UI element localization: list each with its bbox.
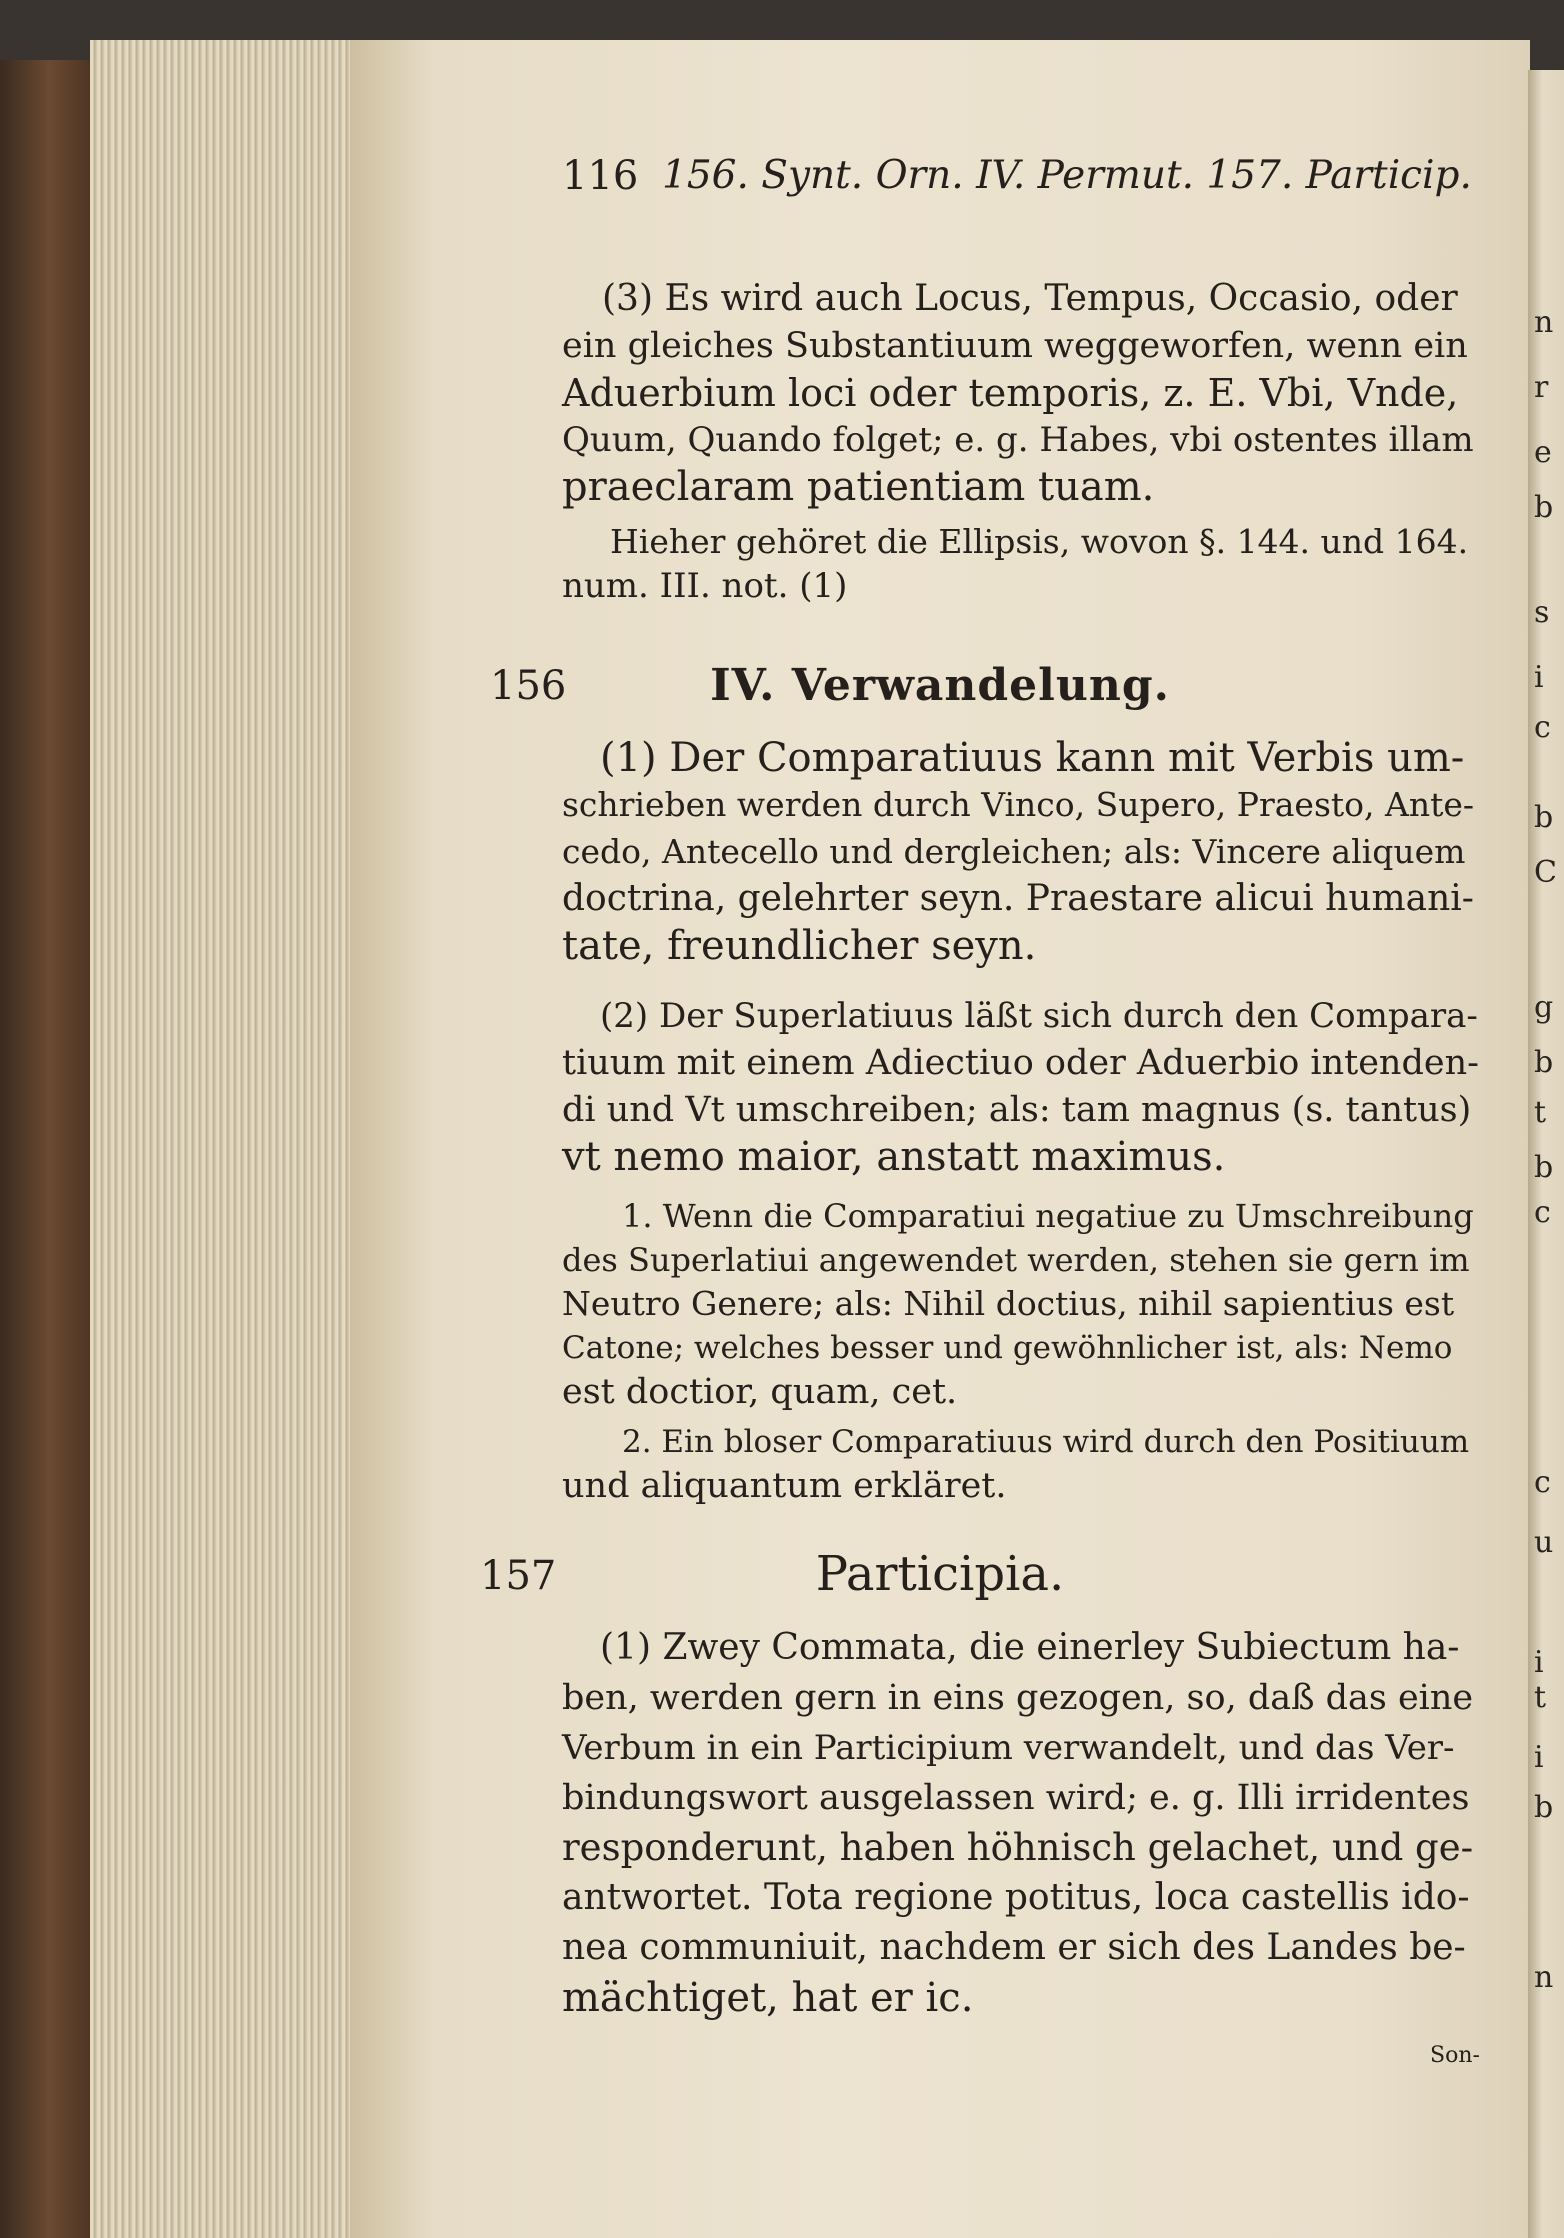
text-line: Quum, Quando folget; e. g. Habes, vbi ostentes illam xyxy=(562,420,1474,460)
text-line: mächtiget, hat er ic. xyxy=(562,1975,974,2021)
fragment: b xyxy=(1534,1790,1554,1825)
note-line: des Superlatiui angewendet werden, stehen sie gern im xyxy=(562,1241,1470,1279)
fragment: b xyxy=(1534,800,1554,835)
text-line: (1) Zwey Commata, die einerley Subiectum ha- xyxy=(600,1627,1460,1668)
margin-section-number: 157 xyxy=(480,1553,557,1599)
fragment: c xyxy=(1534,710,1551,745)
text-line: responderunt, haben höhnisch gelachet, und ge- xyxy=(562,1826,1474,1869)
text-line: tate, freundlicher seyn. xyxy=(562,923,1037,969)
fragment: c xyxy=(1534,1195,1551,1230)
facing-page-edge xyxy=(1528,70,1564,2238)
text-line: praeclaram patientiam tuam. xyxy=(562,464,1155,510)
text-line: ben, werden gern in eins gezogen, so, daß das eine xyxy=(562,1678,1474,1718)
fragment: t xyxy=(1534,1680,1547,1715)
fragment: c xyxy=(1534,1465,1551,1500)
fragment: C xyxy=(1534,855,1557,890)
text-line: (3) Es wird auch Locus, Tempus, Occasio, oder xyxy=(602,278,1458,319)
running-title: 156. Synt. Orn. IV. Permut. 157. Particip. xyxy=(662,153,1472,198)
fragment: i xyxy=(1534,1645,1544,1680)
text-line: antwortet. Tota regione potitus, loca castellis ido- xyxy=(562,1877,1470,1918)
fragment: t xyxy=(1534,1095,1547,1130)
fragment: i xyxy=(1534,1740,1544,1775)
text-line: cedo, Antecello und dergleichen; als: Vincere aliquem xyxy=(562,832,1466,871)
fragment: b xyxy=(1534,1150,1554,1185)
catchword: Son- xyxy=(1430,2043,1480,2068)
text-line: Verbum in ein Participium verwandelt, und das Ver- xyxy=(562,1728,1455,1768)
text-line: Hieher gehöret die Ellipsis, wovon §. 144. und 164. xyxy=(610,522,1469,561)
page-number: 116 xyxy=(562,153,639,199)
note-line: est doctior, quam, cet. xyxy=(562,1372,958,1412)
fragment: n xyxy=(1534,1960,1554,1995)
book-spine xyxy=(0,60,90,2238)
fragment: b xyxy=(1534,490,1554,525)
text-line: ein gleiches Substantiuum weggeworfen, wenn ein xyxy=(562,326,1468,366)
text-line: doctrina, gelehrter seyn. Praestare alicui humani- xyxy=(562,878,1474,919)
text-line: (1) Der Comparatiuus kann mit Verbis um- xyxy=(600,735,1465,781)
text-line: schrieben werden durch Vinco, Supero, Praesto, Ante- xyxy=(562,785,1475,824)
page-edges xyxy=(90,40,360,2238)
fragment: g xyxy=(1534,990,1554,1025)
section-title: Participia. xyxy=(815,1546,1065,1602)
note-line: 1. Wenn die Comparatiui negatiue zu Umschreibung xyxy=(622,1197,1474,1235)
note-line: und aliquantum erkläret. xyxy=(562,1466,1007,1506)
fragment: s xyxy=(1534,595,1550,630)
fragment: r xyxy=(1534,370,1549,405)
text-line: di und Vt umschreiben; als: tam magnus (s. tantus) xyxy=(562,1090,1472,1130)
note-line: Catone; welches besser und gewöhnlicher ist, als: Nemo xyxy=(562,1330,1453,1366)
text-line: bindungswort ausgelassen wird; e. g. Illi irridentes xyxy=(562,1778,1470,1818)
fragment: e xyxy=(1534,435,1552,470)
book-page xyxy=(350,40,1530,2238)
note-line: Neutro Genere; als: Nihil doctius, nihil sapientius est xyxy=(562,1284,1455,1323)
text-line: num. III. not. (1) xyxy=(562,566,848,606)
note-line: 2. Ein bloser Comparatiuus wird durch den Positiuum xyxy=(622,1424,1470,1460)
fragment: n xyxy=(1534,305,1554,340)
margin-section-number: 156 xyxy=(490,663,567,709)
fragment: u xyxy=(1534,1525,1554,1560)
text-line: nea communiuit, nachdem er sich des Landes be- xyxy=(562,1927,1466,1968)
text-line: Aduerbium loci oder temporis, z. E. Vbi, Vnde, xyxy=(562,371,1459,415)
text-line: (2) Der Superlatiuus läßt sich durch den Compara- xyxy=(600,996,1478,1036)
fragment: b xyxy=(1534,1045,1554,1080)
fragment: i xyxy=(1534,660,1544,695)
section-title: IV. Verwandelung. xyxy=(710,660,1170,711)
text-line: vt nemo maior, anstatt maximus. xyxy=(562,1134,1226,1180)
text-line: tiuum mit einem Adiectiuo oder Aduerbio intenden- xyxy=(562,1043,1479,1083)
